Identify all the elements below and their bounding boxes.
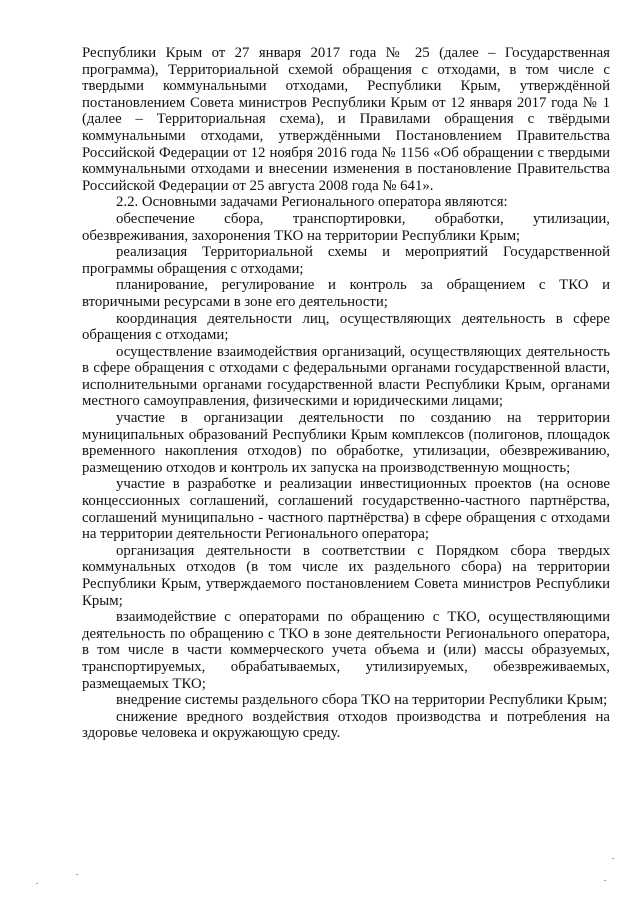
scan-speck	[76, 874, 78, 875]
task-item: обеспечение сбора, транспортировки, обработки, утилизации, обезвреживания, захоронения ТКО на территории Республики Крым;	[82, 210, 610, 244]
task-item: координация деятельности лиц, осуществляющих деятельность в сфере обращения с отходами;	[82, 310, 610, 344]
intro-paragraph: Республики Крым от 27 января 2017 года № 25 (далее – Государственная программа), Территориальной схемой обращения с отходами, в том числе с твердыми коммунальными отходами, Республики Крым, утверждённой постановлением Совета министров Республики Крым от 12 января 2017 года № 1 (далее – Территориальная схема), и Правилами обращения с твёрдыми коммунальными отходами, утверждёнными Постановлением Правительства Российской Федерации от 12 ноября 2016 года № 1156 «Об обращении с твердыми коммунальными отходами и внесении изменения в постановление Правительства Российской Федерации от 25 августа 2008 года № 641».	[82, 45, 610, 194]
task-item: участие в разработке и реализации инвестиционных проектов (на основе концессионных соглашений, соглашений государственно-частного партнёрства, соглашений муниципально - частного партнёрства) в сфере обращения с отходами на территории деятельности Регионального оператора;	[82, 476, 610, 543]
task-item: реализация Территориальной схемы и мероприятий Государственной программы обращения с отходами;	[82, 244, 610, 277]
document-page	[82, 45, 610, 742]
task-item: осуществление взаимодействия организаций, осуществляющих деятельность в сфере обращения с отходами с федеральными органами государственной власти, исполнительными органами государственной власти Республики Крым, органами местного самоуправления, физическими и юридическими лицами;	[82, 343, 610, 410]
scan-speck	[612, 858, 614, 859]
task-item: участие в организации деятельности по созданию на территории муниципальных образований Республики Крым комплексов (полигонов, площадок временного накопления отходов) по обработке, утилизации, обезвреживанию, размещению отходов и контроль их запуска на производственную мощность;	[82, 410, 610, 476]
scan-speck	[36, 883, 38, 884]
scan-speck	[604, 880, 606, 881]
task-item: организация деятельности в соответствии с Порядком сбора твердых коммунальных отходов (в том числе их раздельного сбора) на территории Республики Крым, утверждаемого постановлением Совета министров Республики Крым;	[82, 542, 610, 609]
task-item: внедрение системы раздельного сбора ТКО на территории Республики Крым;	[116, 692, 608, 709]
task-item: планирование, регулирование и контроль за обращением с ТКО и вторичными ресурсами в зоне его деятельности;	[82, 277, 610, 310]
task-item: взаимодействие с операторами по обращению с ТКО, осуществляющими деятельность по обращению с ТКО в зоне деятельности Регионального оператора, в том числе в части коммерческого учета объема и (или) массы образуемых, транспортируемых, обрабатываемых, утилизируемых, обезвреживаемых, размещаемых ТКО;	[82, 609, 610, 692]
section-heading: 2.2. Основными задачами Регионального оператора являются:	[116, 194, 508, 211]
task-item: снижение вредного воздействия отходов производства и потребления на здоровье человека и окружающую среду.	[82, 708, 610, 742]
